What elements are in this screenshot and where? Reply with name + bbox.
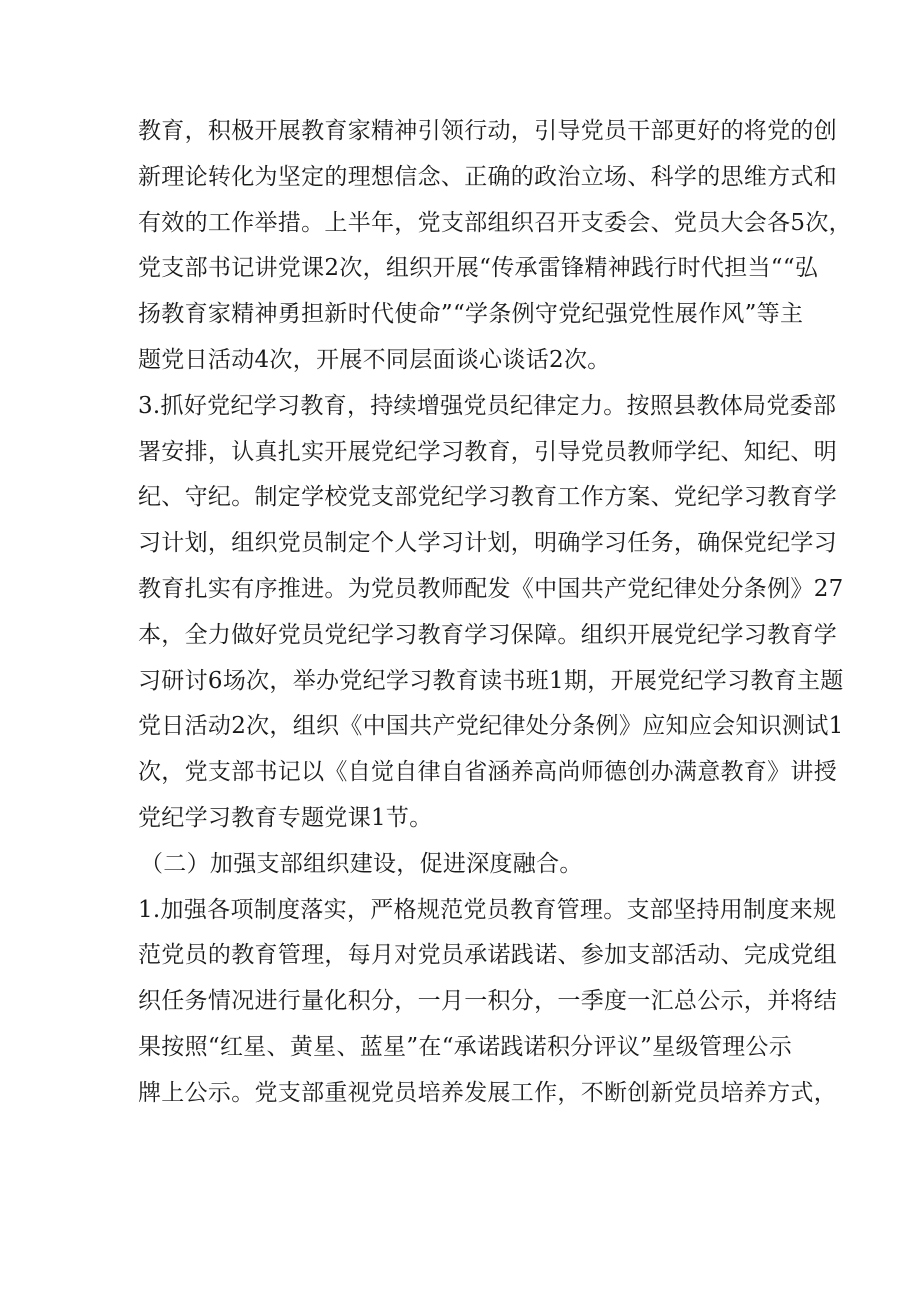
text-line: 教育，积极开展教育家精神引领行动，引导党员干部更好的将党的创 (138, 118, 837, 144)
text-line: 果按照“红星、黄星、蓝星”在“承诺践诺积分评议”星级管理公示 (138, 1033, 793, 1060)
text-line: 纪、守纪。制定学校党支部党纪学习教育工作方案、党纪学习教育学 (138, 484, 837, 511)
text-line: 范党员的教育管理，每月对党员承诺践诺、参加支部活动、完成党组 (138, 942, 837, 969)
section-heading-3: 3.抓好党纪学习教育，持续增强党员纪律定力。按照县教体局党委部 (138, 392, 837, 419)
text-line: 党日活动2次，组织《中国共产党纪律处分条例》应知应会知识测试1 (138, 713, 844, 740)
text-line: 教育扎实有序推进。为党员教师配发《中国共产党纪律处分条例》27 (138, 575, 844, 602)
text-line: 习研讨6场次，举办党纪学习教育读书班1期，开展党纪学习教育主题 (138, 667, 844, 694)
text-line: 新理论转化为坚定的理想信念、正确的政治立场、科学的思维方式和 (138, 163, 837, 190)
section-heading-1: 1.加强各项制度落实，严格规范党员教育管理。支部坚持用制度来规 (138, 896, 837, 923)
text-line: 有效的工作举措。上半年，党支部组织召开支委会、党员大会各5次， (138, 209, 852, 236)
text-line: 题党日活动4次，开展不同层面谈心谈话2次。 (138, 346, 611, 373)
text-line: 牌上公示。党支部重视党员培养发展工作，不断创新党员培养方式， (138, 1079, 837, 1106)
text-line: 次，党支部书记以《自觉自律自省涵养高尚师德创办满意教育》讲授 (138, 759, 837, 786)
document-body (138, 112, 852, 1120)
text-line: 织任务情况进行量化积分，一月一积分，一季度一汇总公示，并将结 (138, 988, 837, 1015)
text-line: 扬教育家精神勇担新时代使命”“学条例守党纪强党性展作风”等主 (138, 301, 804, 328)
text-line: 党支部书记讲党课2次，组织开展“传承雷锋精神践行时代担当““弘 (138, 255, 819, 282)
text-line: 本，全力做好党员党纪学习教育学习保障。组织开展党纪学习教育学 (138, 621, 837, 648)
text-line: 署安排，认真扎实开展党纪学习教育，引导党员教师学纪、知纪、明 (138, 438, 837, 465)
subsection-heading: （二）加强支部组织建设，促进深度融合。 (140, 850, 583, 877)
text-line: 习计划，组织党员制定个人学习计划，明确学习任务，确保党纪学习 (138, 530, 837, 557)
text-line: 党纪学习教育专题党课1节。 (138, 804, 433, 831)
